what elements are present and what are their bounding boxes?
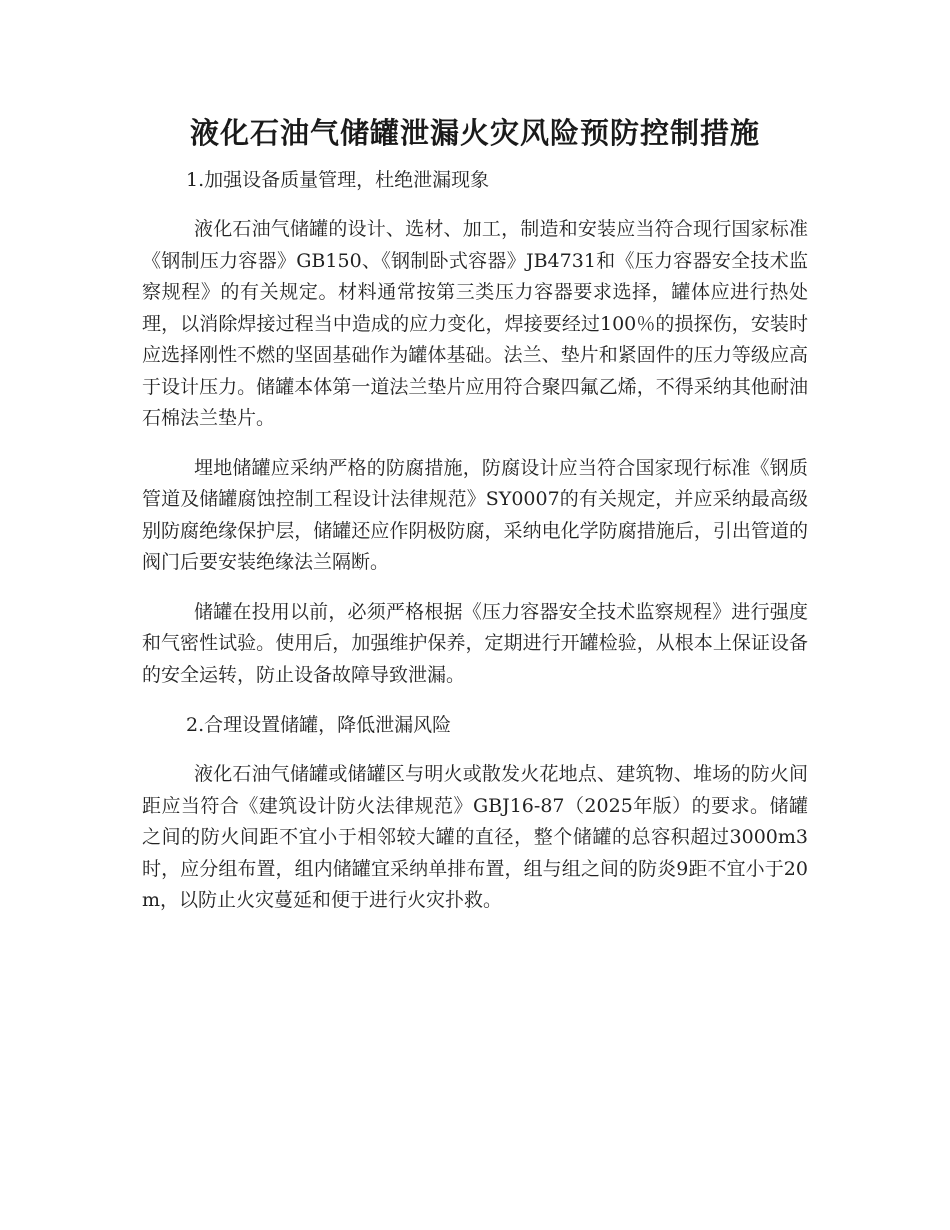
section-1-paragraph-3: 储罐在投用以前，必须严格根据《压力容器安全技术监察规程》进行强度和气密性试验。使用后，加强维护保养，定期进行开罐检验，从根本上保证设备的安全运转，防止设备故障导致泄漏。 [142,600,808,686]
document-page [142,108,808,917]
section-1-heading: 1.加强设备质量管理，杜绝泄漏现象 [186,169,490,191]
section-1-paragraph-1: 液化石油气储罐的设计、选材、加工，制造和安装应当符合现行国家标准《钢制压力容器》GB150、《钢制卧式容器》JB4731和《压力容器安全技术监察规程》的有关规定。材料通常按第三类压力容器要求选择，罐体应进行热处理，以消除焊接过程当中造成的应力变化，焊接要经过100％的损探伤，安装时应选择刚性不燃的坚固基础作为罐体基础。法兰、垫片和紧固件的压力等级应高于设计压力。储罐本体第一道法兰垫片应用符合聚四氟乙烯，不得采纳其他耐油石棉法兰垫片。 [142,218,808,429]
section-2-paragraph-1: 液化石油气储罐或储罐区与明火或散发火花地点、建筑物、堆场的防火间距应当符合《建筑设计防火法律规范》GBJ16-87（2025年版）的要求。储罐之间的防火间距不宜小于相邻较大罐的直径，整个储罐的总容积超过3000m3时，应分组布置，组内储罐宜采纳单排布置，组与组之间的防炎9距不宜小于20m，以防止火灾蔓延和便于进行火灾扑救。 [142,763,808,911]
section-2-heading: 2.合理设置储罐，降低泄漏风险 [186,714,452,736]
section-1-paragraph-2: 埋地储罐应采纳严格的防腐措施，防腐设计应当符合国家现行标准《钢质管道及储罐腐蚀控制工程设计法律规范》SY0007的有关规定，并应采纳最高级别防腐绝缘保护层，储罐还应作阴极防腐，采纳电化学防腐措施后，引出管道的阀门后要安装绝缘法兰隔断。 [142,456,808,573]
document-title: 液化石油气储罐泄漏火灾风险预防控制措施 [189,116,760,150]
